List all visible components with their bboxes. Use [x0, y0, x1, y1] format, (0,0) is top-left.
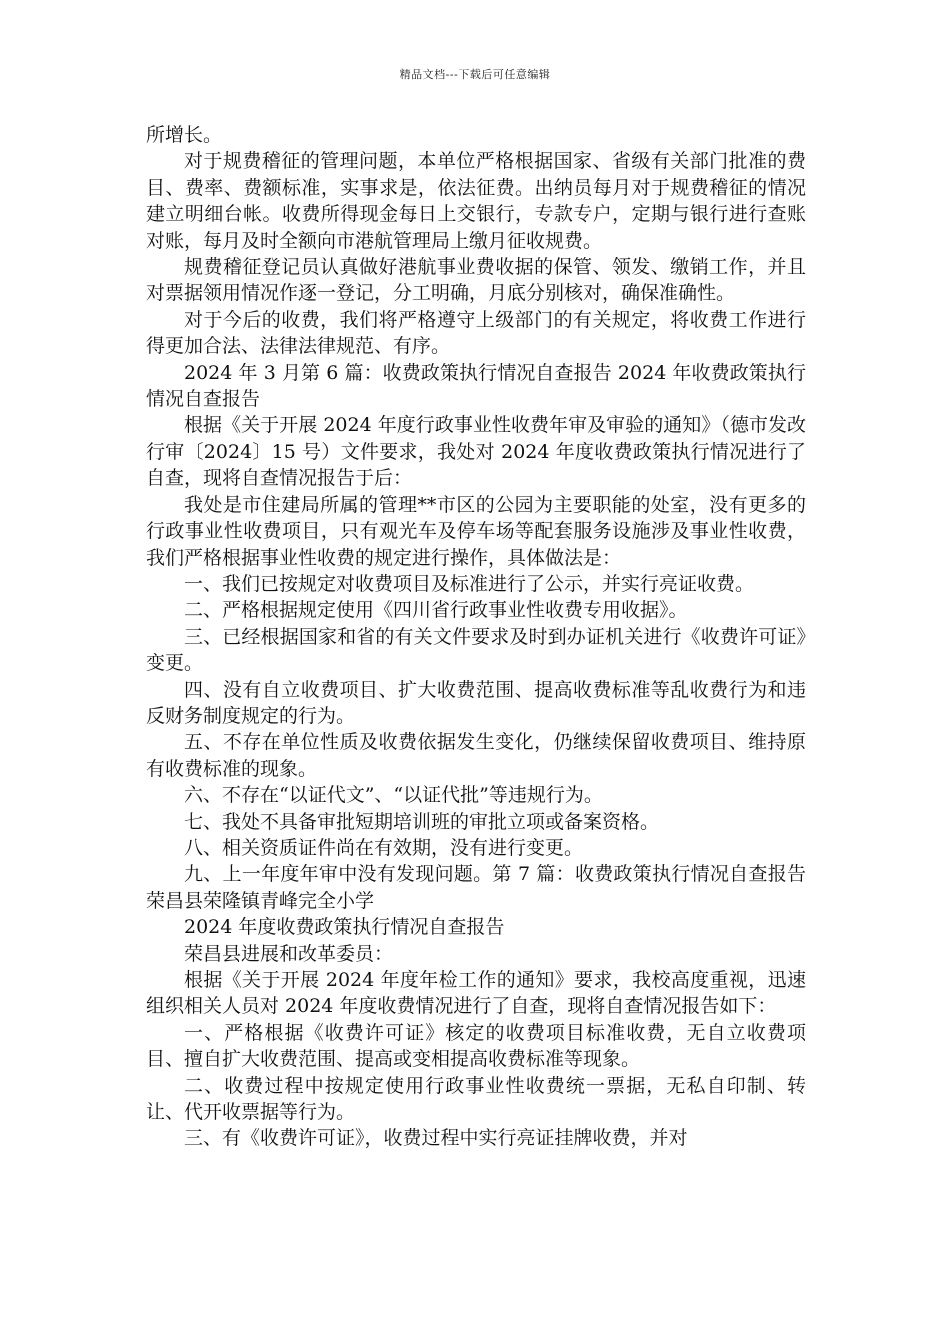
paragraph: 所增长。 — [146, 124, 223, 146]
paragraph: 我处是市住建局所属的管理**市区的公园为主要职能的处室，没有更多的行政事业性收费项目，只有观光车及停车场等配套服务设施涉及事业性收费，我们严格根据事业性收费的规定进行操作，具体做法是： — [146, 493, 806, 569]
document-body — [146, 122, 806, 1152]
paragraph: 五、不存在单位性质及收费依据发生变化，仍继续保留收费项目、维持原有收费标准的现象。 — [146, 731, 806, 780]
paragraph: 对于规费稽征的管理问题，本单位严格根据国家、省级有关部门批准的费目、费率、费额标准，实事求是，依法征费。出纳员每月对于规费稽征的情况建立明细台帐。收费所得现金每日上交银行，专款专户，定期与银行进行查账对账，每月及时全额向市港航管理局上缴月征收规费。 — [146, 150, 806, 252]
paragraph: 对于今后的收费，我们将严格遵守上级部门的有关规定，将收费工作进行得更加合法、法律法律规范、有序。 — [146, 308, 806, 358]
paragraph: 七、我处不具备审批短期培训班的审批立项或备案资格。 — [184, 810, 660, 833]
paragraph: 2024 年 3 月第 6 篇：收费政策执行情况自查报告 2024 年收费政策执行情况自查报告 — [146, 361, 806, 411]
paragraph: 规费稽征登记员认真做好港航事业费收据的保管、领发、缴销工作，并且对票据领用情况作逐一登记，分工明确，月底分别核对，确保准确性。 — [146, 256, 806, 305]
paragraph: 四、没有自立收费项目、扩大收费范围、提高收费标准等乱收费行为和违反财务制度规定的行为。 — [146, 678, 806, 727]
paragraph: 八、相关资质证件尚在有效期，没有进行变更。 — [184, 836, 584, 859]
paragraph: 荣昌县进展和改革委员： — [184, 942, 394, 965]
paragraph: 三、已经根据国家和省的有关文件要求及时到办证机关进行《收费许可证》变更。 — [146, 625, 806, 675]
paragraph: 二、收费过程中按规定使用行政事业性收费统一票据，无私自印制、转让、代开收票据等行为。 — [146, 1074, 806, 1124]
paragraph: 2024 年度收费政策执行情况自查报告 — [184, 916, 505, 939]
paragraph: 根据《关于开展 2024 年度行政事业性收费年审及审验的通知》（德市发改行审〔2024〕15 号）文件要求，我处对 2024 年度收费政策执行情况进行了自查，现将自查情况报告于后： — [146, 414, 806, 490]
paragraph: 三、有《收费许可证》，收费过程中实行亮证挂牌收费，并对 — [184, 1127, 688, 1150]
paragraph: 六、不存在“以证代文”、“以证代批”等违规行为。 — [184, 784, 603, 807]
paragraph: 二、严格根据规定使用《四川省行政事业性收费专用收据》。 — [184, 599, 688, 622]
paragraph: 根据《关于开展 2024 年度年检工作的通知》要求，我校高度重视，迅速组织相关人员对 2024 年度收费情况进行了自查，现将自查情况报告如下： — [146, 969, 806, 1018]
paragraph: 一、我们已按规定对收费项目及标准进行了公示，并实行亮证收费。 — [184, 572, 755, 595]
paragraph: 一、严格根据《收费许可证》核定的收费项目标准收费，无自立收费项目、擅自扩大收费范围、提高或变相提高收费标准等现象。 — [146, 1021, 806, 1071]
page-header: 精品文档---下载后可任意编辑 — [399, 68, 551, 81]
paragraph: 九、上一年度年审中没有发现问题。第 7 篇：收费政策执行情况自查报告荣昌县荣隆镇青峰完全小学 — [146, 863, 806, 912]
